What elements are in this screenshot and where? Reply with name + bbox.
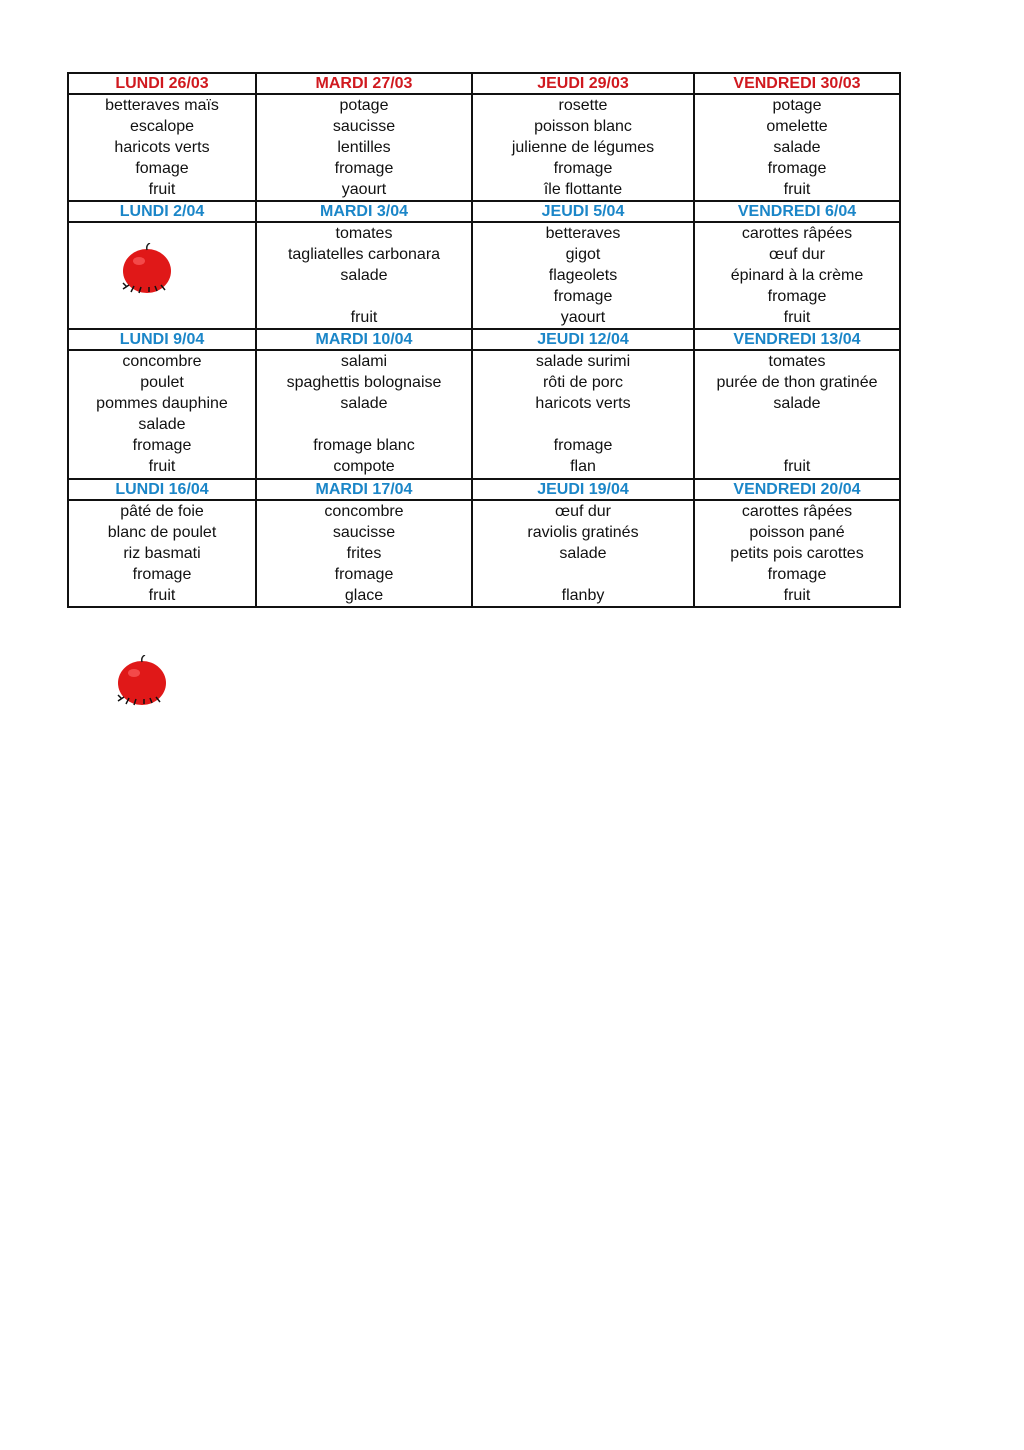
menu-item: omelette [766, 118, 828, 135]
menu-item: œuf dur [768, 246, 825, 263]
menu-item: fromage [553, 160, 613, 177]
menu-item: yaourt [560, 309, 606, 326]
menu-item: fromage [553, 437, 613, 454]
menu-item: fromage [767, 566, 827, 583]
week-menu-row [68, 350, 900, 479]
menu-item: fruit [783, 587, 811, 604]
menu-item: flageolets [548, 267, 618, 284]
menu-item: spaghettis bolognaise [286, 374, 442, 391]
menu-item: salade [773, 395, 821, 412]
day-menu-cell [256, 94, 472, 201]
menu-item: salade surimi [535, 353, 631, 370]
day-header: MARDI 3/04 [256, 201, 472, 222]
day-header: MARDI 10/04 [256, 329, 472, 350]
menu-item: fromage blanc [313, 437, 415, 454]
menu-item: fruit [350, 309, 378, 326]
day-menu-cell [256, 500, 472, 607]
menu-item: fruit [783, 458, 811, 475]
day-menu-cell [472, 350, 694, 479]
day-menu-cell [68, 350, 256, 479]
menu-item: tagliatelles carbonara [287, 246, 441, 263]
menu-item: fromage [767, 288, 827, 305]
menu-item: salade [340, 395, 388, 412]
menu-item: purée de thon gratinée [716, 374, 878, 391]
menu-item [473, 414, 693, 435]
menu-item: concombre [122, 353, 202, 370]
menu-item: pommes dauphine [96, 395, 228, 412]
menu-item: poisson blanc [534, 118, 632, 135]
week-header-row [68, 201, 900, 222]
day-menu-cell [68, 222, 256, 329]
day-header: JEUDI 19/04 [472, 479, 694, 500]
menu-item: fromage [334, 566, 394, 583]
apple-icon [117, 243, 177, 299]
menu-item [695, 414, 899, 435]
menu-item: salade [138, 416, 186, 433]
day-menu-cell [256, 222, 472, 329]
menu-item: saucisse [332, 524, 396, 541]
menu-item: frites [346, 545, 382, 562]
day-header: LUNDI 26/03 [68, 73, 256, 94]
menu-item: lentilles [337, 139, 391, 156]
week-header-row [68, 479, 900, 500]
menu-item [473, 564, 693, 585]
menu-item: compote [333, 458, 395, 475]
menu-item [695, 435, 899, 456]
menu-item: poulet [140, 374, 184, 391]
menu-item: fromage [767, 160, 827, 177]
menu-item: yaourt [341, 181, 387, 198]
menu-item: poisson pané [749, 524, 845, 541]
day-header: MARDI 27/03 [256, 73, 472, 94]
day-header: JEUDI 29/03 [472, 73, 694, 94]
menu-item: fromage [553, 288, 613, 305]
menu-item: tomates [768, 353, 826, 370]
menu-item: rôti de porc [542, 374, 624, 391]
day-header: JEUDI 12/04 [472, 329, 694, 350]
day-menu-cell [68, 94, 256, 201]
day-menu-cell [68, 500, 256, 607]
day-header: JEUDI 5/04 [472, 201, 694, 222]
menu-item: potage [772, 97, 822, 114]
day-menu-cell [472, 94, 694, 201]
day-header: LUNDI 9/04 [68, 329, 256, 350]
week-menu-row [68, 94, 900, 201]
menu-item: fromage [132, 566, 192, 583]
menu-item [69, 223, 255, 244]
menu-item: fromage [334, 160, 394, 177]
menu-item: épinard à la crème [730, 267, 864, 284]
menu-item: concombre [324, 503, 404, 520]
day-header: VENDREDI 20/04 [694, 479, 900, 500]
menu-item: flanby [561, 587, 605, 604]
day-menu-cell [472, 500, 694, 607]
menu-item: petits pois carottes [730, 545, 864, 562]
menu-item: fromage [132, 437, 192, 454]
menu-item: salade [559, 545, 607, 562]
menu-item: carottes râpées [741, 503, 853, 520]
day-menu-cell [694, 222, 900, 329]
menu-item: fruit [148, 181, 176, 198]
menu-item: flan [570, 458, 596, 475]
week-menu-row [68, 500, 900, 607]
menu-item: gigot [565, 246, 601, 263]
day-header: VENDREDI 30/03 [694, 73, 900, 94]
menu-item: île flottante [543, 181, 623, 198]
day-menu-cell [256, 350, 472, 479]
menu-item: pâté de foie [120, 503, 204, 520]
day-header: MARDI 17/04 [256, 479, 472, 500]
day-header: VENDREDI 13/04 [694, 329, 900, 350]
menu-item [69, 307, 255, 328]
menu-item: tomates [335, 225, 393, 242]
menu-item: julienne de légumes [511, 139, 655, 156]
menu-item: fruit [148, 458, 176, 475]
week-header-row [68, 329, 900, 350]
day-header: LUNDI 16/04 [68, 479, 256, 500]
day-menu-cell [694, 500, 900, 607]
week-header-row [68, 73, 900, 94]
day-header: LUNDI 2/04 [68, 201, 256, 222]
menu-table [67, 72, 901, 608]
menu-item: raviolis gratinés [527, 524, 639, 541]
menu-item: fruit [783, 309, 811, 326]
day-header: VENDREDI 6/04 [694, 201, 900, 222]
menu-item: potage [339, 97, 389, 114]
menu-item: glace [344, 587, 384, 604]
menu-item: œuf dur [554, 503, 611, 520]
menu-item: fruit [148, 587, 176, 604]
menu-item: escalope [129, 118, 195, 135]
menu-item: fomage [135, 160, 189, 177]
menu-item: rosette [558, 97, 608, 114]
day-menu-cell [694, 350, 900, 479]
menu-item: betteraves maïs [105, 97, 219, 114]
menu-item: salade [773, 139, 821, 156]
menu-item: betteraves [545, 225, 621, 242]
menu-item: saucisse [332, 118, 396, 135]
menu-item: haricots verts [114, 139, 210, 156]
menu-item: salami [340, 353, 388, 370]
week-menu-row [68, 222, 900, 329]
menu-item: riz basmati [123, 545, 201, 562]
menu-item: haricots verts [535, 395, 631, 412]
menu-item: fruit [783, 181, 811, 198]
day-menu-cell [472, 222, 694, 329]
menu-item: blanc de poulet [107, 524, 217, 541]
apple-icon [112, 655, 172, 711]
menu-item [257, 414, 471, 435]
menu-item: carottes râpées [741, 225, 853, 242]
menu-item [257, 286, 471, 307]
menu-item: salade [340, 267, 388, 284]
day-menu-cell [694, 94, 900, 201]
